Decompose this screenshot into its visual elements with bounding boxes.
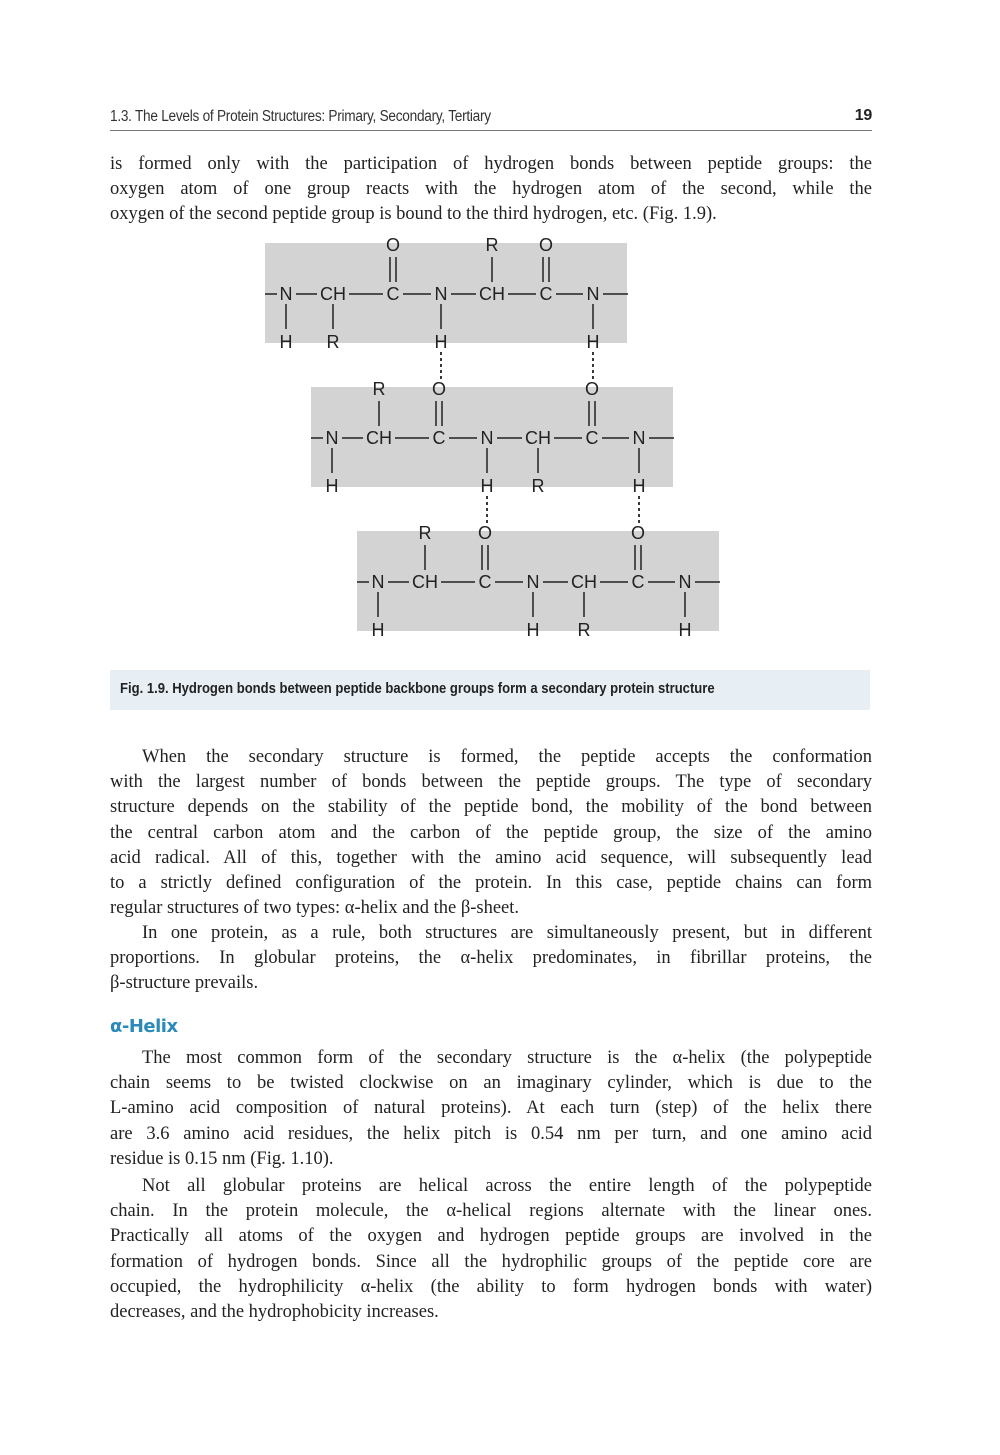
atom-label: O — [630, 523, 646, 543]
figure-caption: Fig. 1.9. Hydrogen bonds between peptide backbone groups form a secondary protein structure — [120, 681, 715, 697]
atom-label: C — [539, 284, 553, 304]
atom-label: N — [279, 284, 293, 304]
text-line: acid radical. All of this, together with the amino acid sequence, will subsequently lead — [110, 847, 872, 868]
text-line: In one protein, as a rule, both structures are simultaneously present, but in different — [142, 923, 872, 943]
paragraph-2 — [110, 921, 872, 997]
atom-label: H — [434, 332, 448, 352]
text-line: occupied, the hydrophilicity α-helix (the ability to form hydrogen bonds with water) — [110, 1276, 872, 1297]
atom-label: N — [678, 572, 692, 592]
atom-label: H — [526, 620, 540, 640]
text-line: to a strictly defined configuration of the protein. In this case, peptide chains can form — [110, 872, 872, 893]
atom-label: N — [325, 428, 339, 448]
paragraph-3 — [110, 1046, 872, 1172]
atom-label: O — [431, 379, 447, 399]
atom-label: N — [371, 572, 385, 592]
paragraph-4 — [110, 1174, 872, 1325]
atom-label: C — [386, 284, 400, 304]
atom-label: N — [632, 428, 646, 448]
atom-label: N — [434, 284, 448, 304]
atom-label: CH — [320, 284, 346, 304]
peptide-hydrogen-bond-diagram — [0, 0, 1000, 660]
text-line: with the largest number of bonds between the peptide groups. The type of secondary — [110, 772, 872, 793]
text-line: Not all globular proteins are helical across the entire length of the polypeptide — [142, 1176, 872, 1196]
atom-label: CH — [412, 572, 438, 592]
atom-label: R — [326, 332, 340, 352]
text-line: Practically all atoms of the oxygen and hydrogen peptide groups are involved in the — [110, 1226, 872, 1247]
section-title: 1.3. The Levels of Protein Structures: Primary, Secondary, Tertiary — [110, 108, 491, 125]
atom-label: CH — [525, 428, 551, 448]
atom-label: CH — [571, 572, 597, 592]
atom-label: H — [325, 476, 339, 496]
atom-label: H — [371, 620, 385, 640]
atom-label: N — [480, 428, 494, 448]
text-line: formation of hydrogen bonds. Since all the hydrophilic groups of the peptide core are — [110, 1251, 872, 1272]
section-heading: α-Helix — [110, 1016, 178, 1037]
text-line: structure depends on the stability of the peptide bond, the mobility of the bond between — [110, 797, 872, 818]
atom-label: R — [372, 379, 386, 399]
atom-label: N — [586, 284, 600, 304]
text-line: is formed only with the participation of hydrogen bonds between peptide groups: the — [110, 154, 872, 174]
atom-label: R — [577, 620, 591, 640]
atom-label: CH — [479, 284, 505, 304]
text-line: proportions. In globular proteins, the α-helix predominates, in fibrillar proteins, the — [110, 948, 872, 969]
text-line: When the secondary structure is formed, the peptide accepts the conformation — [142, 747, 872, 767]
text-line: oxygen atom of one group reacts with the hydrogen atom of the second, while the — [110, 179, 872, 200]
atom-label: O — [477, 523, 493, 543]
atom-label: C — [631, 572, 645, 592]
text-line: regular structures of two types: α-helix and the β-sheet. — [110, 898, 520, 919]
atom-label: C — [585, 428, 599, 448]
figure-caption-box — [110, 670, 870, 710]
atom-label: H — [586, 332, 600, 352]
atom-label: O — [584, 379, 600, 399]
text-line: L-amino acid composition of natural proteins). At each turn (step) of the helix there — [110, 1098, 872, 1119]
atom-label: N — [526, 572, 540, 592]
text-line: β-structure prevails. — [110, 973, 259, 994]
atom-label: H — [678, 620, 692, 640]
paragraph-1 — [110, 745, 872, 921]
text-line: oxygen of the second peptide group is bound to the third hydrogen, etc. (Fig. 1.9). — [110, 204, 717, 225]
page-number: 19 — [854, 107, 872, 124]
atom-label: R — [418, 523, 432, 543]
text-line: chain. In the protein molecule, the α-helical regions alternate with the linear ones. — [110, 1201, 872, 1222]
atom-label: C — [478, 572, 492, 592]
atom-label: H — [279, 332, 293, 352]
atom-label: R — [485, 235, 499, 255]
text-line: chain seems to be twisted clockwise on an imaginary cylinder, which is due to the — [110, 1073, 872, 1094]
atom-label: O — [538, 235, 554, 255]
text-line: the central carbon atom and the carbon of the peptide group, the size of the amino — [110, 822, 872, 843]
text-line: are 3.6 amino acid residues, the helix pitch is 0.54 nm per turn, and one amino acid — [110, 1123, 872, 1144]
atom-label: CH — [366, 428, 392, 448]
atom-label: H — [632, 476, 646, 496]
atom-label: O — [385, 235, 401, 255]
text-line: decreases, and the hydrophobicity increases. — [110, 1301, 439, 1322]
text-line: The most common form of the secondary structure is the α-helix (the polypeptide — [142, 1048, 872, 1068]
atom-label: R — [531, 476, 545, 496]
text-line: residue is 0.15 nm (Fig. 1.10). — [110, 1148, 334, 1169]
atom-label: C — [432, 428, 446, 448]
atom-label: H — [480, 476, 494, 496]
